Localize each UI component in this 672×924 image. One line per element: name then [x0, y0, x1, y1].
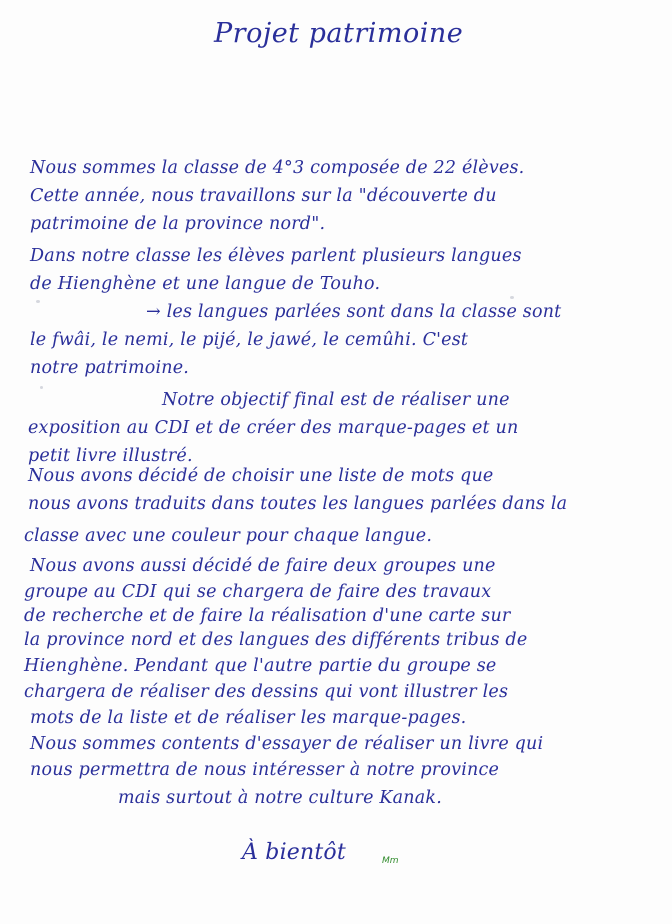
text-line: mots de la liste et de réaliser les marque-pages.: [30, 708, 467, 728]
ink-smudge: [120, 475, 123, 477]
ink-smudge: [40, 386, 43, 389]
text-line: petit livre illustré.: [28, 446, 193, 466]
text-line: patrimoine de la province nord".: [30, 214, 326, 234]
text-line: Nous avons décidé de choisir une liste de mots que: [28, 466, 494, 486]
text-line: mais surtout à notre culture Kanak.: [118, 788, 442, 808]
text-line: Dans notre classe les élèves parlent plusieurs langues: [30, 246, 522, 266]
page-title: Projet patrimoine: [214, 18, 464, 49]
text-line: chargera de réaliser des dessins qui vont illustrer les: [24, 682, 509, 702]
text-line: classe avec une couleur pour chaque langue.: [24, 526, 433, 546]
text-line: exposition au CDI et de créer des marque-pages et un: [28, 418, 519, 438]
closing-signoff: À bientôt: [242, 840, 346, 865]
text-line: → les langues parlées sont dans la classe sont: [146, 302, 562, 322]
ink-smudge: [36, 300, 40, 303]
ink-smudge: [510, 296, 514, 299]
text-line: Cette année, nous travaillons sur la "découverte du: [30, 186, 497, 206]
text-line: Notre objectif final est de réaliser une: [162, 390, 510, 410]
text-line: Hienghène. Pendant que l'autre partie du groupe se: [24, 656, 497, 676]
text-line: groupe au CDI qui se chargera de faire des travaux: [24, 582, 492, 602]
text-line: la province nord et des langues des différents tribus de: [24, 630, 528, 650]
text-line: de Hienghène et une langue de Touho.: [30, 274, 381, 294]
text-line: le fwâi, le nemi, le pijé, le jawé, le cemûhi. C'est: [30, 330, 469, 350]
text-line: de recherche et de faire la réalisation d'une carte sur: [24, 606, 511, 626]
text-line: nous permettra de nous intéresser à notre province: [30, 760, 500, 780]
green-initials-mark: Mm: [382, 856, 399, 866]
text-line: Nous sommes la classe de 4°3 composée de 22 élèves.: [30, 158, 525, 178]
text-line: Nous avons aussi décidé de faire deux groupes une: [30, 556, 496, 576]
text-line: nous avons traduits dans toutes les langues parlées dans la: [28, 494, 568, 514]
text-line: notre patrimoine.: [30, 358, 190, 378]
text-line: Nous sommes contents d'essayer de réaliser un livre qui: [30, 734, 544, 754]
